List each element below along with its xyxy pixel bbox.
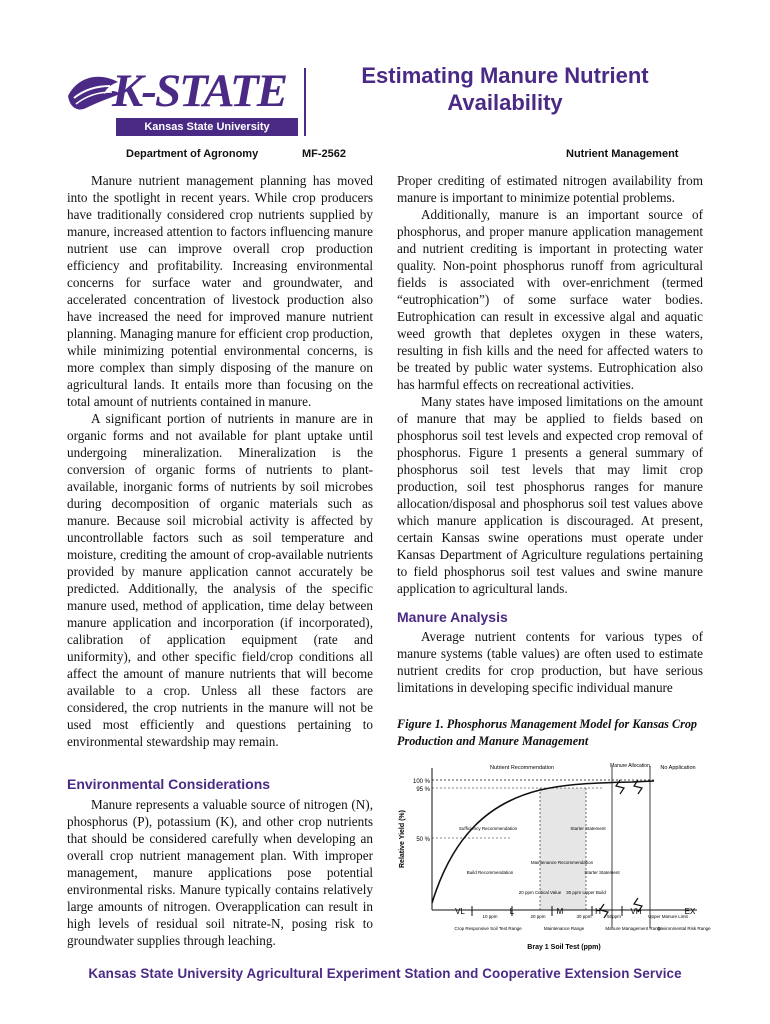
footer-credit: Kansas State University Agricultural Experiment Station and Cooperative Extension Service <box>88 966 682 981</box>
y-tick-95: 95 % <box>416 787 430 793</box>
ppm-30: 30 ppm <box>576 914 592 919</box>
header-divider <box>304 68 306 136</box>
class-vl: VL <box>455 907 465 916</box>
maintenance-range-label: Maintenance Range <box>543 926 585 931</box>
sufficiency-label: Sufficiency Recommendation <box>458 826 518 831</box>
upper-build-label: 30 ppm Upper Build <box>566 890 606 895</box>
logo-subtitle: Kansas State University <box>116 118 298 136</box>
ppm-50: 50ppm <box>607 914 621 919</box>
class-l: L <box>509 907 515 916</box>
environmental-risk-range-label: Environmental Risk Range <box>657 926 711 931</box>
document-title <box>320 62 690 116</box>
no-application-label: No Application <box>660 765 696 771</box>
class-h: H <box>595 907 601 916</box>
section-title-environmental: Environmental Considerations <box>67 776 271 792</box>
department-label: Department of Agronomy <box>126 148 259 160</box>
class-vh: VH <box>630 907 642 916</box>
ppm-10: 10 ppm <box>482 914 498 919</box>
maintenance-recommendation-label: Maintenance Recommendation <box>530 860 594 865</box>
figure-caption: Figure 1. Phosphorus Management Model for Kansas Crop Production and Manure Management <box>397 717 698 748</box>
right-column <box>397 172 703 597</box>
manure-allocation-label: Manure Allocation <box>610 763 650 769</box>
environmental-section <box>67 796 373 949</box>
class-ex: EX <box>684 907 696 916</box>
ppm-20: 20 ppm <box>530 914 546 919</box>
class-m: M <box>556 907 564 916</box>
title-line-1: Estimating Manure Nutrient <box>361 63 649 88</box>
manure-management-range-label: Manure Management Range <box>605 926 663 931</box>
y-tick-50: 50 % <box>416 837 430 843</box>
y-axis-label: Relative Yield (%) <box>399 810 406 868</box>
crop-responsive-range-label: Crop Responsive Soil Test Range <box>454 926 522 931</box>
left-paragraph-1: Manure nutrient management planning has moved into the spotlight in recent years. While crop producers have traditionally considered crop nutrients supplied by manure, increased attention to factors influencing manure nutrient use can improve overall crop production efficiency and profitability. Increasing environmental concerns for surface water and groundwater, and accelerated concentration of livestock production also have increased the need for improved manure nutrient planning. Managing manure for efficient crop production, while minimizing potential environmental concerns, is more complex than simply disposing of the manure on agricultural lands. It entails more than focusing on the total amount of nutrients contained in manure. <box>67 173 373 409</box>
section-title-manure-analysis: Manure Analysis <box>397 609 508 625</box>
publication-number: MF-2562 <box>302 148 347 160</box>
nutrient-recommendation-label: Nutrient Recommendation <box>490 765 554 771</box>
manure-analysis-paragraph: Average nutrient contents for various types of manure systems (table values) are often used to estimate nutrient credits for crop production, but have serious limitations in developing specific individual manure <box>397 629 703 695</box>
right-paragraph-2: Additionally, manure is an important source of phosphorus, and proper manure application management and nutrient crediting is important in protecting water quality. Non-point phosphorus runoff from agricultural fields is associated with over-enrichment (termed “eutrophication”) of some surface water bodies. Eutrophication can result in excessive algal and aquatic weed growth that depletes oxygen in these waters, resulting in fish kills and the need for affected waters to be treated by public water systems. Eutrophication also has harmful effects on recreational activities. <box>397 207 703 392</box>
title-line-2: Availability <box>447 90 563 115</box>
build-recommendation-label: Build Recommendation <box>466 870 514 875</box>
left-paragraph-2: A significant portion of nutrients in manure are in organic forms and not available for plant uptake until undergoing mineralization. Mineralization is the conversion of organic forms of nutrients to plant-available, inorganic forms of nutrients by soil microbes during decomposition of organic materials such as manure. Because soil microbial activity is affected by uncontrollable factors such as soil temperature and moisture, crediting the amount of crop-available nutrients provided by manure application cannot accurately be predicted. Additionally, the analysis of the specific manure used, method of application, time delay between manure application and incorporation (if incorporated), calibration of application equipment (rate and uniformity), and other specific field/crop conditions all affect the amount of manure nutrients that will become available to a crop. Unless all these factors are considered, the crop nutrients in the manure will not be used most efficiently and questions pertaining to environmental stewardship may remain. <box>67 411 373 749</box>
phosphorus-management-figure <box>392 758 712 958</box>
environmental-paragraph: Manure represents a valuable source of nitrogen (N), phosphorus (P), potassium (K), and other crop nutrients that should be considered carefully when developing an overall crop nutrient management plan. With improper management, manure applications pose potential environmental risks. Manure typically contains relatively large amounts of nitrogen. Overapplication can result in high levels of residual soil nitrate-N, posing risk to groundwater supplies through leaching. <box>67 797 373 948</box>
manure-analysis-section <box>397 628 703 696</box>
right-paragraph-3: Many states have imposed limitations on the amount of manure that may be applied to fields based on phosphorus soil test levels and expected crop removal of phosphorus. Figure 1 presents a general summary of phosphorus soil test levels that may limit crop production, soil test phosphorus ranges for manure allocation/disposal and phosphorus soil test values above which manure application is discouraged. At present, certain Kansas swine operations must operate under Kansas Department of Agriculture regulations pertaining to field phosphorus soil test values and swine manure application to agricultural lands. <box>397 394 703 596</box>
starter-statement-label: Starter Statement <box>570 826 606 831</box>
series-label: Nutrient Management <box>566 148 679 160</box>
upper-manure-limit-label: Upper Manure Limit <box>648 914 688 919</box>
critical-value-label: 20 ppm Critical Value <box>518 890 562 895</box>
right-paragraph-1: Proper crediting of estimated nitrogen availability from manure is important to minimize potential problems. <box>397 173 703 205</box>
left-column <box>67 172 373 750</box>
logo-wordmark: K-STATE <box>112 65 287 117</box>
y-tick-100: 100 % <box>412 779 430 785</box>
x-axis-label: Bray 1 Soil Test (ppm) <box>527 944 601 951</box>
starter-statement-label-2: Starter Statement <box>584 870 620 875</box>
